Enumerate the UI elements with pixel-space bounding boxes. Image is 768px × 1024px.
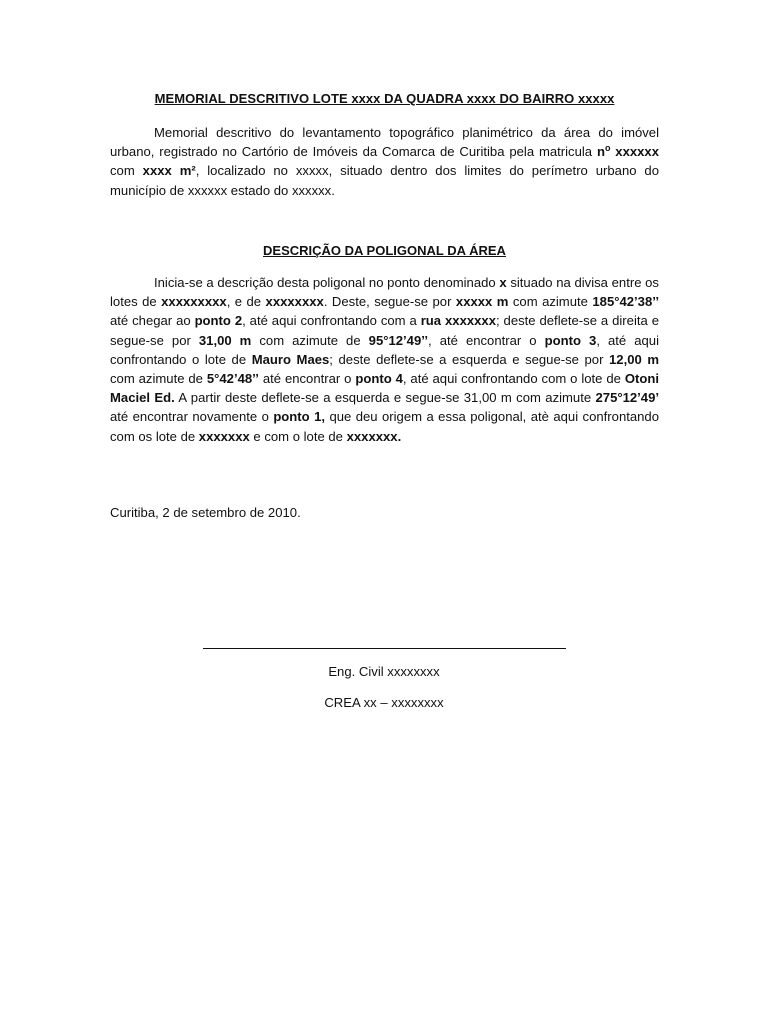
description-text: situado na divisa entre os lotes de	[110, 275, 659, 310]
description-bold: xxxxxxxx	[265, 294, 324, 310]
document-title: MEMORIAL DESCRITIVO LOTE xxxx DA QUADRA xxxx DO BAIRRO xxxxx	[154, 91, 615, 106]
description-text: , até encontrar o	[428, 332, 545, 348]
description-text: ; deste deflete-se a esquerda e segue-se por	[329, 351, 609, 367]
description-text: , até aqui confrontando com o lote de	[402, 371, 625, 387]
description-text: , e de	[226, 294, 266, 310]
description-bold: 95°12’49’’	[368, 332, 429, 348]
description-bold: xxxxxxx	[198, 428, 250, 444]
description-bold: x	[499, 275, 507, 290]
intro-text: , localizado no xxxxx, situado dentro dos limites do perímetro urbano do município de xxxxxx estado do xxxxxx.	[110, 163, 659, 198]
intro-text: Memorial descritivo do levantamento topográfico planimétrico da área do imóvel urbano, registrado no Cartório de Imóveis da Comarca de Curitiba pela matricula	[110, 125, 659, 160]
description-paragraph	[110, 273, 659, 446]
description-text: até chegar ao	[110, 313, 195, 329]
signature-line	[203, 648, 566, 649]
section-heading: DESCRIÇÃO DA POLIGONAL DA ÁREA	[263, 243, 506, 258]
description-bold: rua xxxxxxx	[420, 313, 496, 329]
description-text: , até aqui confrontando com a	[242, 313, 421, 329]
description-bold: ponto 2	[194, 313, 243, 329]
description-bold: 275°12’49’	[595, 390, 660, 406]
description-text: com azimute	[508, 294, 593, 310]
description-bold: ponto 4	[355, 371, 403, 387]
description-bold: 5°42’48’’	[206, 371, 259, 387]
description-bold: 185°42’38’’	[592, 294, 660, 310]
description-text: até encontrar o	[258, 371, 356, 387]
description-text: com azimute de	[110, 371, 207, 387]
intro-number-label: n	[596, 144, 605, 160]
description-text: com azimute de	[251, 332, 369, 348]
place-and-date: Curitiba, 2 de setembro de 2010.	[110, 505, 301, 520]
description-text: , até aqui confrontando o lote de	[110, 332, 659, 367]
intro-paragraph	[110, 123, 659, 200]
description-bold: ponto 3	[544, 332, 597, 348]
intro-text: com	[110, 163, 143, 179]
description-bold: 31,00 m	[198, 332, 252, 348]
intro-number-superscript: o	[604, 143, 611, 154]
description-bold: Mauro Maes	[251, 351, 330, 367]
intro-registration-number: xxxxxx	[615, 144, 659, 160]
description-text: e com o lote de	[249, 428, 347, 444]
description-text: . Deste, segue-se por	[323, 294, 456, 310]
description-bold: Otoni Maciel Ed.	[110, 371, 660, 406]
description-bold: xxxxxxxxx	[161, 294, 227, 310]
description-text: que deu origem a essa poligonal, atè aqui confrontando com os lote de	[110, 409, 659, 444]
description-bold: 12,00 m	[609, 351, 659, 367]
description-bold: xxxxxxx.	[346, 428, 402, 444]
signatory-name: Eng. Civil xxxxxxxx	[328, 664, 440, 679]
description-text: ; deste deflete-se a direita e segue-se por	[110, 313, 659, 348]
description-bold: ponto 1,	[273, 409, 326, 425]
signatory-registration: CREA xx – xxxxxxxx	[324, 695, 444, 710]
description-text: até encontrar novamente o	[110, 409, 274, 425]
intro-area: xxxx m²	[142, 163, 196, 179]
description-text: A partir deste deflete-se a esquerda e segue-se 31,00 m com azimute	[174, 390, 596, 406]
description-bold: xxxxx m	[455, 294, 509, 310]
description-text: Inicia-se a descrição desta poligonal no ponto denominado	[154, 275, 500, 290]
